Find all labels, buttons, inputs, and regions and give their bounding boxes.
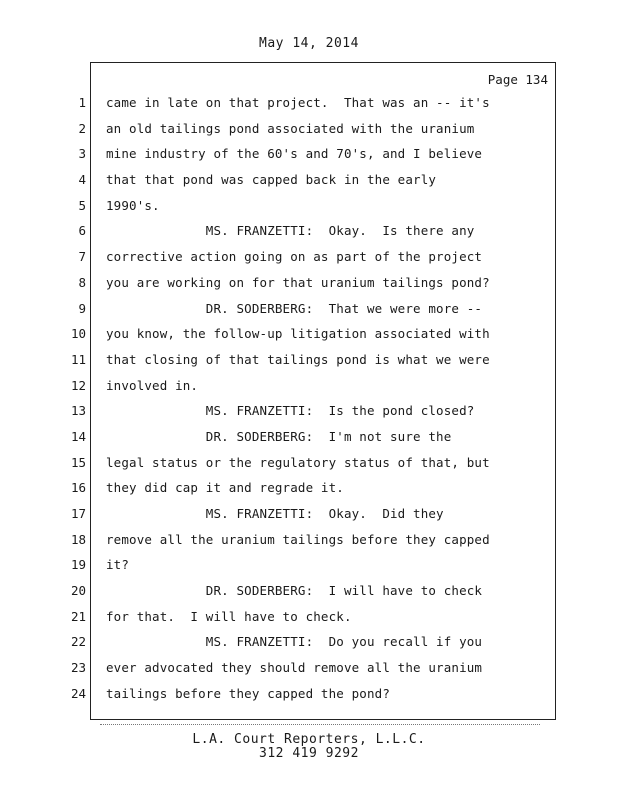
transcript-line: an old tailings pond associated with the uranium — [106, 120, 475, 136]
header-date: May 14, 2014 — [259, 36, 359, 51]
transcript-line: MS. FRANZETTI: Okay. Did they — [106, 506, 444, 521]
transcript-line: tailings before they capped the pond? — [106, 685, 390, 701]
line-number: 17 — [70, 506, 86, 521]
transcript-line: mine industry of the 60's and 70's, and I believe — [106, 146, 483, 162]
line-number: 24 — [70, 685, 86, 701]
transcript-line: ever advocated they should remove all the uranium — [106, 660, 483, 676]
transcript-line: involved in. — [106, 377, 199, 393]
footer-company: L.A. Court Reporters, L.L.C. — [192, 732, 426, 747]
line-number: 6 — [78, 223, 86, 239]
line-number: 2 — [78, 120, 86, 136]
line-number: 20 — [70, 583, 86, 599]
transcript-line: remove all the uranium tailings before they capped — [106, 531, 490, 547]
line-number: 12 — [70, 377, 86, 393]
transcript-line: they did cap it and regrade it. — [106, 480, 344, 496]
line-number: 21 — [70, 608, 86, 624]
transcript-line: DR. SODERBERG: I'm not sure the — [106, 428, 452, 444]
transcript-line: that closing of that tailings pond is what we were — [106, 351, 490, 367]
transcript-line: MS. FRANZETTI: Do you recall if you — [106, 634, 483, 650]
line-number: 3 — [78, 146, 86, 162]
line-number: 18 — [70, 531, 86, 547]
transcript-line: came in late on that project. That was an -- it's — [106, 95, 490, 110]
page-number: Page 134 — [487, 72, 548, 87]
line-number: 13 — [70, 403, 86, 419]
line-number: 9 — [78, 300, 86, 316]
transcript-line: it? — [106, 557, 130, 573]
line-number: 5 — [78, 197, 86, 213]
line-number: 19 — [70, 557, 86, 573]
transcript-line: MS. FRANZETTI: Okay. Is there any — [106, 223, 475, 239]
footer-phone: 312 419 9292 — [259, 746, 359, 761]
transcript-line: legal status or the regulatory status of that, but — [106, 454, 490, 470]
transcript-line: you know, the follow-up litigation associated with — [106, 326, 490, 342]
transcript-line: you are working on for that uranium tailings pond? — [106, 274, 490, 290]
footer-divider — [100, 724, 540, 725]
transcript-line: for that. I will have to check. — [106, 608, 352, 624]
transcript-line: DR. SODERBERG: I will have to check — [106, 583, 483, 599]
transcript-line: DR. SODERBERG: That we were more -- — [106, 300, 483, 316]
transcript-line: MS. FRANZETTI: Is the pond closed? — [106, 403, 475, 419]
transcript-line: corrective action going on as part of the project — [106, 249, 483, 265]
line-number: 23 — [70, 660, 86, 676]
line-number: 8 — [78, 274, 86, 290]
line-number: 4 — [78, 172, 86, 188]
line-number: 11 — [70, 351, 86, 367]
line-number: 1 — [78, 95, 86, 110]
transcript-body — [106, 94, 546, 711]
line-number: 14 — [70, 428, 86, 444]
line-number: 15 — [70, 454, 86, 470]
line-number: 16 — [70, 480, 86, 496]
line-number-column — [66, 94, 86, 711]
transcript-line: that that pond was capped back in the early — [106, 172, 437, 188]
line-number: 10 — [70, 326, 86, 342]
line-number: 22 — [70, 634, 86, 650]
line-number: 7 — [78, 249, 86, 265]
transcript-line: 1990's. — [106, 197, 160, 213]
